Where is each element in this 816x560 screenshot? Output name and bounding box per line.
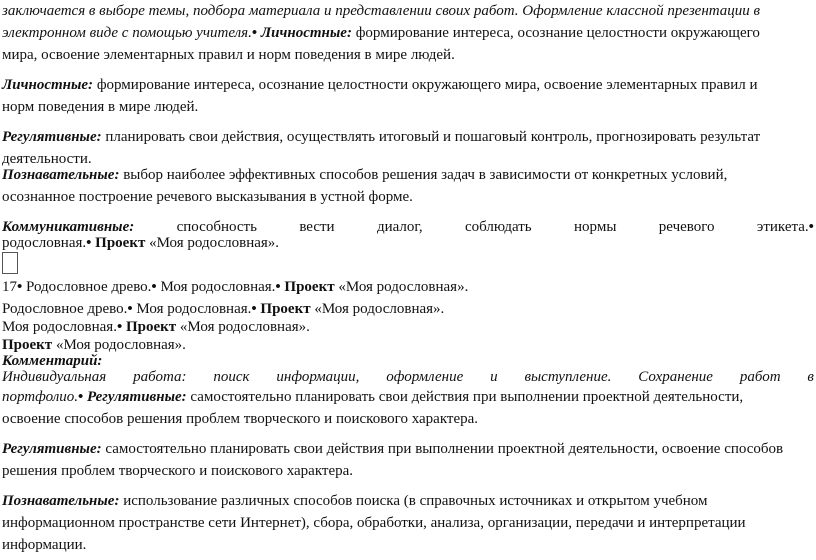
comment-line-4: освоение способов решения проблем творческого и поискового характера. (2, 411, 479, 427)
bullet-icon: • (275, 279, 281, 295)
word: Индивидуальная (2, 369, 107, 385)
bullet-icon: • (151, 279, 157, 295)
word: вести (299, 219, 335, 235)
comment-label: Комментарий: (2, 353, 103, 369)
comment-line-2 (2, 366, 814, 388)
regulative-line-2: деятельности. (2, 151, 92, 167)
paragraph-text: портфолио. (2, 389, 79, 405)
section-label-regulative: Регулятивные: (83, 389, 187, 405)
paragraph-text: Родословное древо. (2, 301, 128, 317)
project-label: Проект (260, 301, 311, 317)
bullet-icon: • (251, 301, 257, 317)
project-title: «Моя родословная». (310, 301, 445, 317)
word: соблюдать (465, 219, 532, 235)
section-label-communicative: Коммуникативные: (2, 219, 135, 235)
regulative2-line-1 (2, 438, 783, 460)
bullet-icon: • (251, 25, 258, 41)
bullet-icon: • (86, 235, 92, 251)
intro-line-3: мира, освоение элементарных правил и норм поведения в мире людей. (2, 47, 455, 63)
word: Сохранение (638, 369, 713, 385)
project-title: «Моя родословная». (334, 279, 469, 295)
word: и (490, 369, 498, 385)
paragraph-text: использование различных способов поиска (в справочных источниках и открытом учебном (119, 493, 708, 509)
cognitive2-line-2: информационном пространстве сети Интернет), сбора, обработки, анализа, организации, передачи и интерпретации (2, 515, 746, 531)
cognitive-line-1 (2, 164, 727, 186)
personal-line-2: норм поведения в мире людей. (2, 99, 199, 115)
paragraph-text: родословная. (2, 235, 87, 251)
regulative2-line-2: решения проблем творческого и поискового характера. (2, 463, 354, 479)
bullet-icon: • (808, 219, 814, 235)
bullet-icon: • (127, 301, 133, 317)
section-label-cognitive: Познавательные: (2, 493, 120, 509)
paragraph-text: формирование интереса, осознание целостности окружающего (351, 25, 760, 41)
empty-frame-box (2, 252, 18, 274)
paragraph-text: Моя родословная. (156, 279, 276, 295)
paragraph-text: формирование интереса, осознание целостности окружающего мира, освоение элементарных правил и (93, 77, 758, 93)
cognitive-line-2: осознанное построение речевого высказывания в устной форме. (2, 189, 413, 205)
intro-line-2 (2, 22, 760, 44)
regulative-line-1 (2, 126, 760, 148)
word: способность (176, 219, 257, 235)
cognitive2-line-1 (2, 490, 708, 512)
section-label-personal: Личностные: (257, 25, 352, 41)
paragraph-text: планировать свои действия, осуществлять итоговый и пошаговый контроль, прогнозировать результат (101, 129, 761, 145)
project-title: «Моя родословная». (145, 235, 280, 251)
word: работа: (133, 369, 187, 385)
paragraph-text: Моя родословная. (2, 319, 117, 335)
word: работ (739, 369, 781, 385)
paragraph-text: выбор наиболее эффективных способов решения задач в зависимости от конкретных условий, (119, 167, 728, 183)
paragraph-text: самостоятельно планировать свои действия при выполнении проектной деятельности, освоение способов (101, 441, 784, 457)
bullet-icon: • (17, 279, 23, 295)
word: нормы (574, 219, 617, 235)
comment-line-3 (2, 386, 743, 408)
word: оформление (386, 369, 464, 385)
paragraph-text: Моя родословная. (132, 301, 252, 317)
section-label-regulative: Регулятивные: (2, 441, 102, 457)
section-label-personal: Личностные: (2, 77, 94, 93)
project-label: Проект (2, 337, 53, 353)
project-title: «Моя родословная». (52, 337, 186, 353)
project-label: Проект (95, 235, 146, 251)
section-label-regulative: Регулятивные: (2, 129, 102, 145)
paragraph-text: самостоятельно планировать свои действия при выполнении проектной деятельности, (186, 389, 744, 405)
bullet-icon: • (116, 319, 123, 335)
project-line-1 (2, 276, 468, 298)
bullet-icon: • (78, 389, 84, 405)
paragraph-text: Родословное древо. (22, 279, 152, 295)
intro-italic-text: электронном виде с помощью учителя. (2, 25, 252, 41)
word: выступление. (524, 369, 612, 385)
word: информации, (276, 369, 360, 385)
intro-line-1: заключается в выборе темы, подбора материала и представлении своих работ. Оформление классной презентации в (2, 3, 761, 19)
project-label: Проект (284, 279, 335, 295)
project-title: «Моя родословная». (176, 319, 310, 335)
communicative-line-2 (2, 232, 279, 254)
word: в (807, 369, 814, 385)
word: диалог, (376, 219, 423, 235)
cognitive2-line-3: информации. (2, 537, 87, 553)
word: этикета. (756, 219, 809, 235)
word: поиск (213, 369, 250, 385)
section-label-cognitive: Познавательные: (2, 167, 120, 183)
number-text: 17 (2, 279, 17, 295)
word: речевого (658, 219, 715, 235)
personal-line-1 (2, 74, 758, 96)
project-label: Проект (125, 319, 177, 335)
